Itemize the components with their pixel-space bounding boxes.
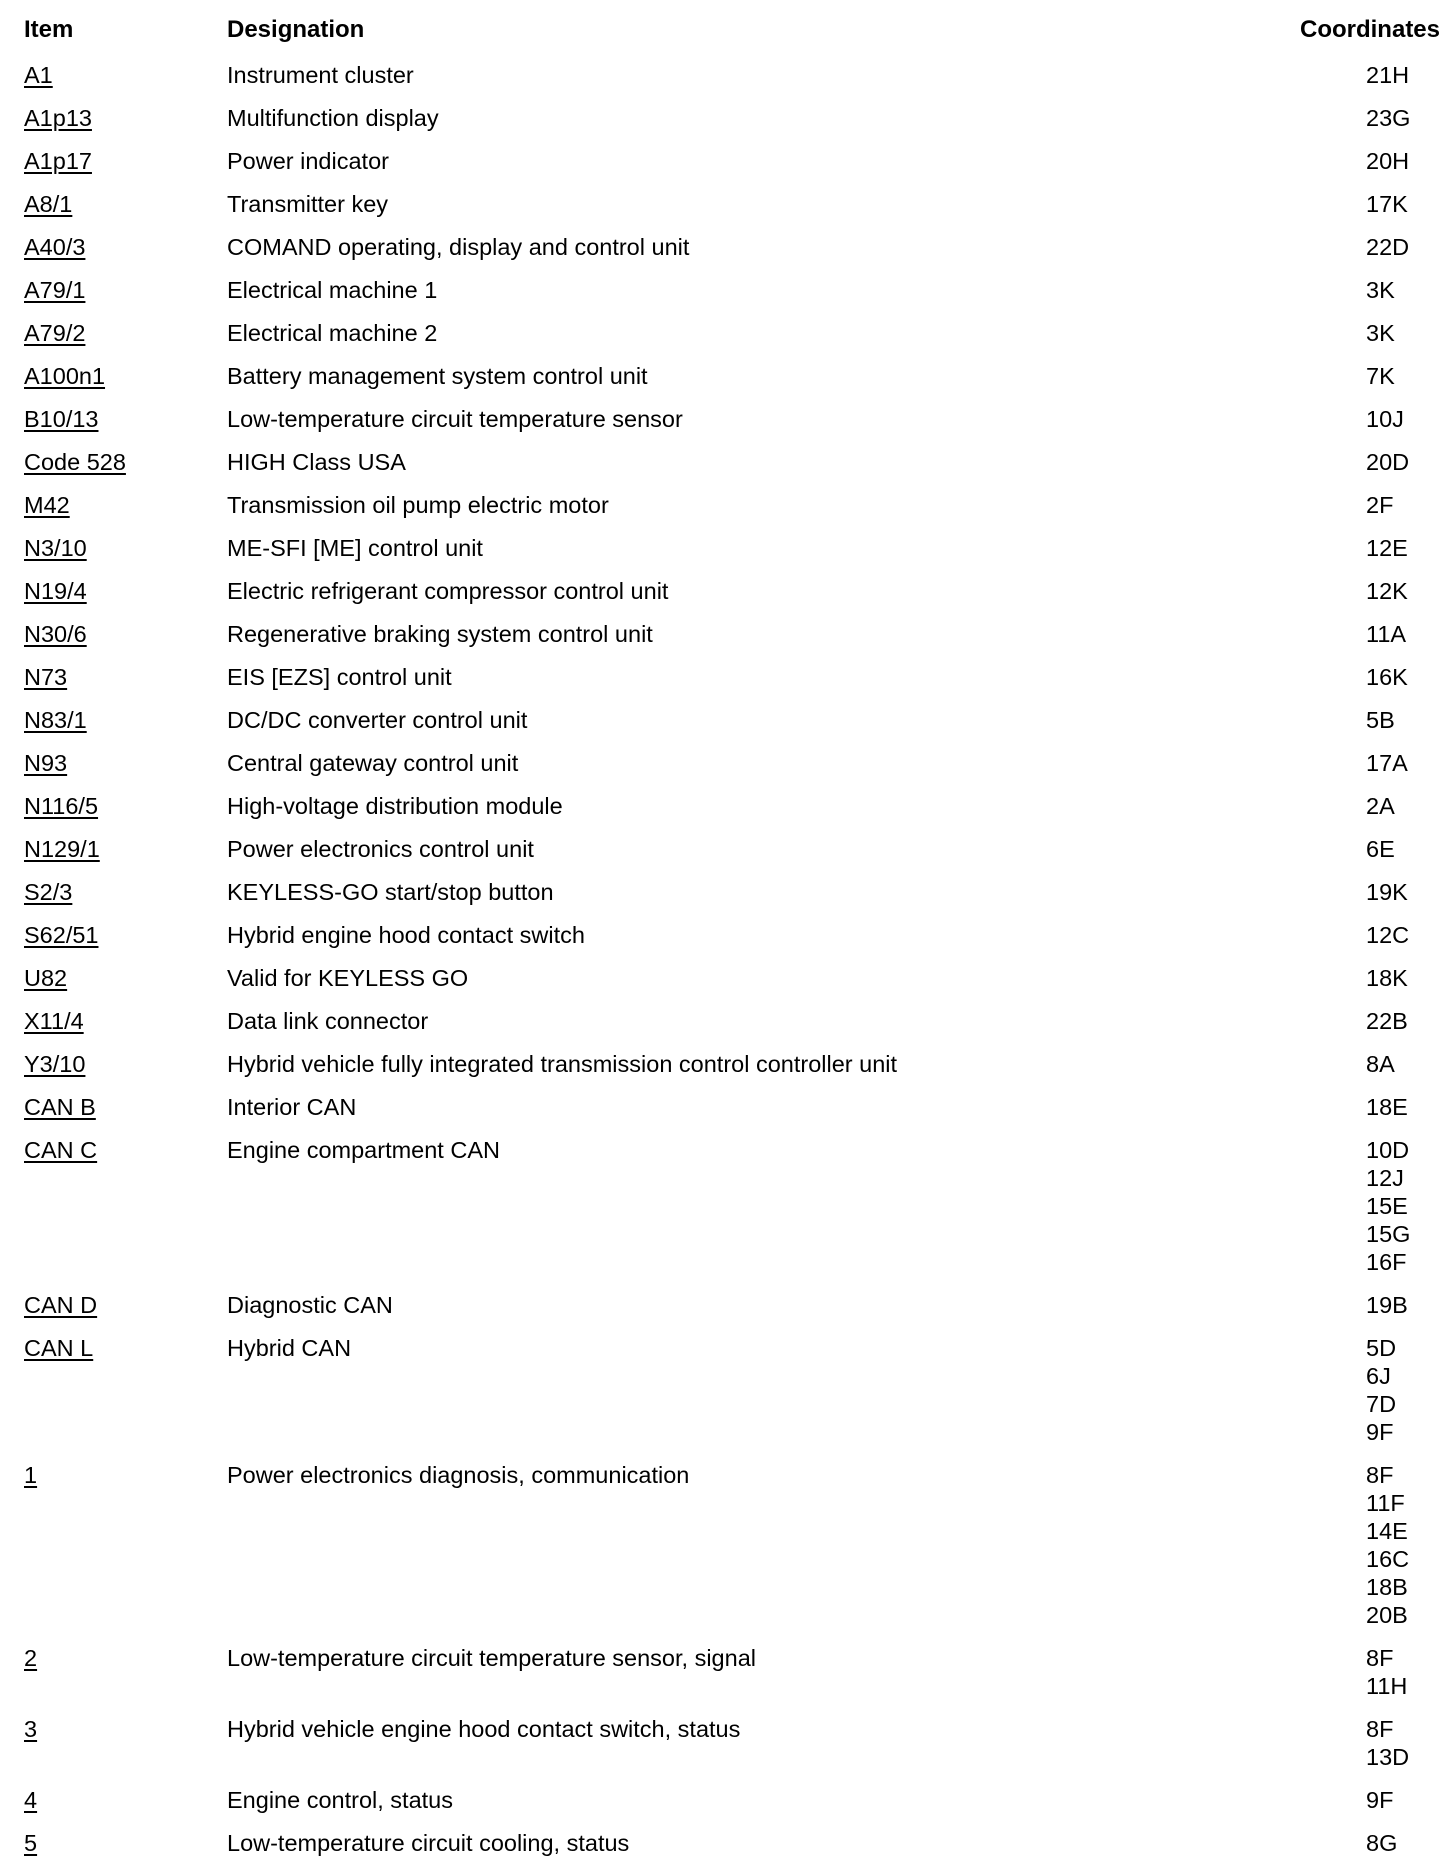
item-link[interactable]: 3 [24,1716,38,1742]
coordinates-cell [1366,792,1446,820]
item-link[interactable]: Code 528 [24,449,126,475]
coordinate-value: 14E [1366,1518,1408,1544]
item-link[interactable]: N73 [24,664,68,690]
table-row [0,147,1456,190]
coordinate-value: 19K [1366,879,1408,905]
table-row [0,233,1456,276]
coordinates-cell [1366,362,1446,390]
header-designation: Designation [227,16,365,43]
item-link[interactable]: B10/13 [24,406,99,432]
table-row [0,620,1456,663]
table-row [0,104,1456,147]
designation-text: Low-temperature circuit temperature sensor [227,406,683,432]
designation-text: Power electronics diagnosis, communication [227,1462,690,1488]
coordinates-cell [1366,147,1446,175]
table-row [0,1786,1456,1829]
table-row [0,491,1456,534]
coordinate-value: 17K [1366,191,1408,217]
item-link[interactable]: CAN D [24,1292,98,1318]
table-row [0,448,1456,491]
header-item: Item [24,16,74,43]
coordinates-cell [1366,1093,1446,1121]
coordinate-value: 9F [1366,1419,1394,1445]
table-row [0,749,1456,792]
coordinates-cell [1366,921,1446,949]
coordinate-value: 20D [1366,449,1410,475]
table-row [0,835,1456,878]
coordinates-cell [1366,448,1446,476]
designation-text: Hybrid vehicle fully integrated transmission control controller unit [227,1051,898,1077]
item-link[interactable]: Y3/10 [24,1051,86,1077]
table-row [0,878,1456,921]
coordinates-cell [1366,276,1446,304]
item-link[interactable]: A8/1 [24,191,73,217]
coordinate-value: 5D [1366,1335,1397,1361]
coordinates-cell [1366,1461,1446,1629]
designation-text: Electrical machine 2 [227,320,438,346]
coordinate-value: 18B [1366,1574,1408,1600]
designation-text: Diagnostic CAN [227,1292,393,1318]
coordinate-value: 22D [1366,234,1410,260]
table-row [0,706,1456,749]
coordinate-value: 16C [1366,1546,1410,1572]
coordinates-cell [1366,706,1446,734]
coordinate-value: 8F [1366,1716,1394,1742]
item-link[interactable]: A79/2 [24,320,86,346]
designation-text: Engine control, status [227,1787,453,1813]
coordinate-value: 9F [1366,1787,1394,1813]
coordinate-value: 21H [1366,62,1410,88]
coordinate-value: 11F [1366,1490,1405,1516]
item-link[interactable]: CAN C [24,1137,98,1163]
item-link[interactable]: A1 [24,62,53,88]
coordinate-value: 8A [1366,1051,1395,1077]
item-link[interactable]: N83/1 [24,707,87,733]
coordinate-value: 22B [1366,1008,1408,1034]
designation-text: Battery management system control unit [227,363,648,389]
coordinate-value: 20H [1366,148,1410,174]
designation-text: Regenerative braking system control unit [227,621,653,647]
coordinate-value: 11H [1366,1673,1408,1699]
coordinates-cell [1366,878,1446,906]
designation-text: DC/DC converter control unit [227,707,528,733]
coordinate-value: 19B [1366,1292,1408,1318]
designation-text: Transmission oil pump electric motor [227,492,609,518]
coordinate-value: 2A [1366,793,1395,819]
table-row [0,577,1456,620]
coordinate-value: 23G [1366,105,1411,131]
table-row [0,663,1456,706]
item-link[interactable]: N19/4 [24,578,87,604]
item-link[interactable]: CAN L [24,1335,94,1361]
coordinates-cell [1366,61,1446,89]
coordinate-value: 6E [1366,836,1395,862]
designation-text: Interior CAN [227,1094,357,1120]
coordinates-cell [1366,1334,1446,1446]
item-link[interactable]: M42 [24,492,70,518]
coordinate-value: 18E [1366,1094,1408,1120]
table-row [0,534,1456,577]
table-row [0,921,1456,964]
item-link[interactable]: A40/3 [24,234,86,260]
coordinates-cell [1366,964,1446,992]
table-row [0,1461,1456,1644]
designation-text: KEYLESS-GO start/stop button [227,879,554,905]
table-row [0,190,1456,233]
coordinate-value: 8G [1366,1830,1398,1856]
item-link[interactable]: 5 [24,1830,38,1856]
item-link[interactable]: N3/10 [24,535,87,561]
table-row [0,1644,1456,1715]
coordinates-cell [1366,1291,1446,1319]
designation-text: Low-temperature circuit cooling, status [227,1830,630,1856]
table-row [0,1829,1456,1872]
table-row [0,1291,1456,1334]
table-row [0,1715,1456,1786]
coordinates-cell [1366,534,1446,562]
designation-text: Power electronics control unit [227,836,534,862]
coordinate-value: 6J [1366,1363,1391,1389]
coordinates-cell [1366,620,1446,648]
designation-text: ME-SFI [ME] control unit [227,535,483,561]
coordinate-value: 2F [1366,492,1394,518]
designation-text: Multifunction display [227,105,439,131]
item-link[interactable]: 1 [24,1462,38,1488]
coordinate-value: 18K [1366,965,1408,991]
table-row [0,61,1456,104]
coordinates-cell [1366,577,1446,605]
designation-text: Hybrid engine hood contact switch [227,922,585,948]
coordinates-cell [1366,835,1446,863]
item-link[interactable]: 2 [24,1645,38,1671]
designation-text: COMAND operating, display and control unit [227,234,690,260]
coordinate-value: 7K [1366,363,1395,389]
coordinate-value: 10J [1366,406,1404,432]
table-row [0,276,1456,319]
designation-text: High-voltage distribution module [227,793,563,819]
coordinate-value: 7D [1366,1391,1397,1417]
designation-text: Low-temperature circuit temperature sensor, signal [227,1645,756,1671]
coordinates-cell [1366,1050,1446,1078]
coordinates-cell [1366,749,1446,777]
designation-text: Instrument cluster [227,62,414,88]
coordinate-value: 10D [1366,1137,1410,1163]
coordinates-cell [1366,663,1446,691]
table-row [0,792,1456,835]
item-link[interactable]: 4 [24,1787,38,1813]
item-link[interactable]: A1p13 [24,105,92,131]
item-link[interactable]: N30/6 [24,621,87,647]
coordinate-value: 15E [1366,1193,1408,1219]
coordinates-cell [1366,1715,1446,1771]
coordinates-cell [1366,405,1446,433]
table-row [0,1050,1456,1093]
item-link[interactable]: S62/51 [24,922,99,948]
item-link[interactable]: A100n1 [24,363,106,389]
coordinate-value: 8F [1366,1645,1394,1671]
coordinate-value: 12J [1366,1165,1404,1191]
coordinate-value: 3K [1366,277,1395,303]
table-row [0,1334,1456,1461]
coordinate-value: 12C [1366,922,1410,948]
coordinate-value: 16F [1366,1249,1407,1275]
coordinates-cell [1366,1644,1446,1700]
coordinates-cell [1366,104,1446,132]
coordinates-cell [1366,1829,1446,1857]
coordinates-cell [1366,1786,1446,1814]
table-body [0,61,1456,1872]
designation-text: Hybrid CAN [227,1335,352,1361]
item-link[interactable]: A79/1 [24,277,86,303]
item-link[interactable]: CAN B [24,1094,96,1120]
table-row [0,1093,1456,1136]
designation-text: Central gateway control unit [227,750,519,776]
designation-text: Hybrid vehicle engine hood contact switch, status [227,1716,741,1742]
table-row [0,405,1456,448]
table-header [0,16,1456,46]
table-row [0,319,1456,362]
coordinates-cell [1366,319,1446,347]
coordinate-value: 15G [1366,1221,1411,1247]
designation-text: Electrical machine 1 [227,277,438,303]
designation-text: Power indicator [227,148,389,174]
item-link[interactable]: X11/4 [24,1008,84,1034]
table-row [0,1007,1456,1050]
designation-text: EIS [EZS] control unit [227,664,452,690]
coordinate-value: 11A [1366,621,1407,647]
coordinates-cell [1366,1007,1446,1035]
coordinate-value: 16K [1366,664,1408,690]
designation-text: Valid for KEYLESS GO [227,965,469,991]
coordinate-value: 20B [1366,1602,1408,1628]
coordinate-value: 5B [1366,707,1395,733]
item-link[interactable]: N93 [24,750,68,776]
designation-text: Engine compartment CAN [227,1137,500,1163]
coordinate-value: 12K [1366,578,1408,604]
coordinate-value: 12E [1366,535,1408,561]
item-link[interactable]: N129/1 [24,836,100,862]
designation-text: HIGH Class USA [227,449,406,475]
header-coordinates: Coordinates [1299,16,1440,43]
item-link[interactable]: N116/5 [24,793,99,819]
item-link[interactable]: S2/3 [24,879,73,905]
table-row [0,964,1456,1007]
coordinates-cell [1366,233,1446,261]
coordinates-cell [1366,1136,1446,1276]
table-row [0,1136,1456,1291]
designation-text: Transmitter key [227,191,389,217]
coordinates-cell [1366,190,1446,218]
coordinates-cell [1366,491,1446,519]
coordinate-value: 13D [1366,1744,1410,1770]
item-link[interactable]: A1p17 [24,148,92,174]
designation-text: Electric refrigerant compressor control unit [227,578,669,604]
item-link[interactable]: U82 [24,965,68,991]
table-row [0,362,1456,405]
coordinate-value: 8F [1366,1462,1394,1488]
coordinate-value: 3K [1366,320,1395,346]
coordinate-value: 17A [1366,750,1408,776]
designation-text: Data link connector [227,1008,429,1034]
